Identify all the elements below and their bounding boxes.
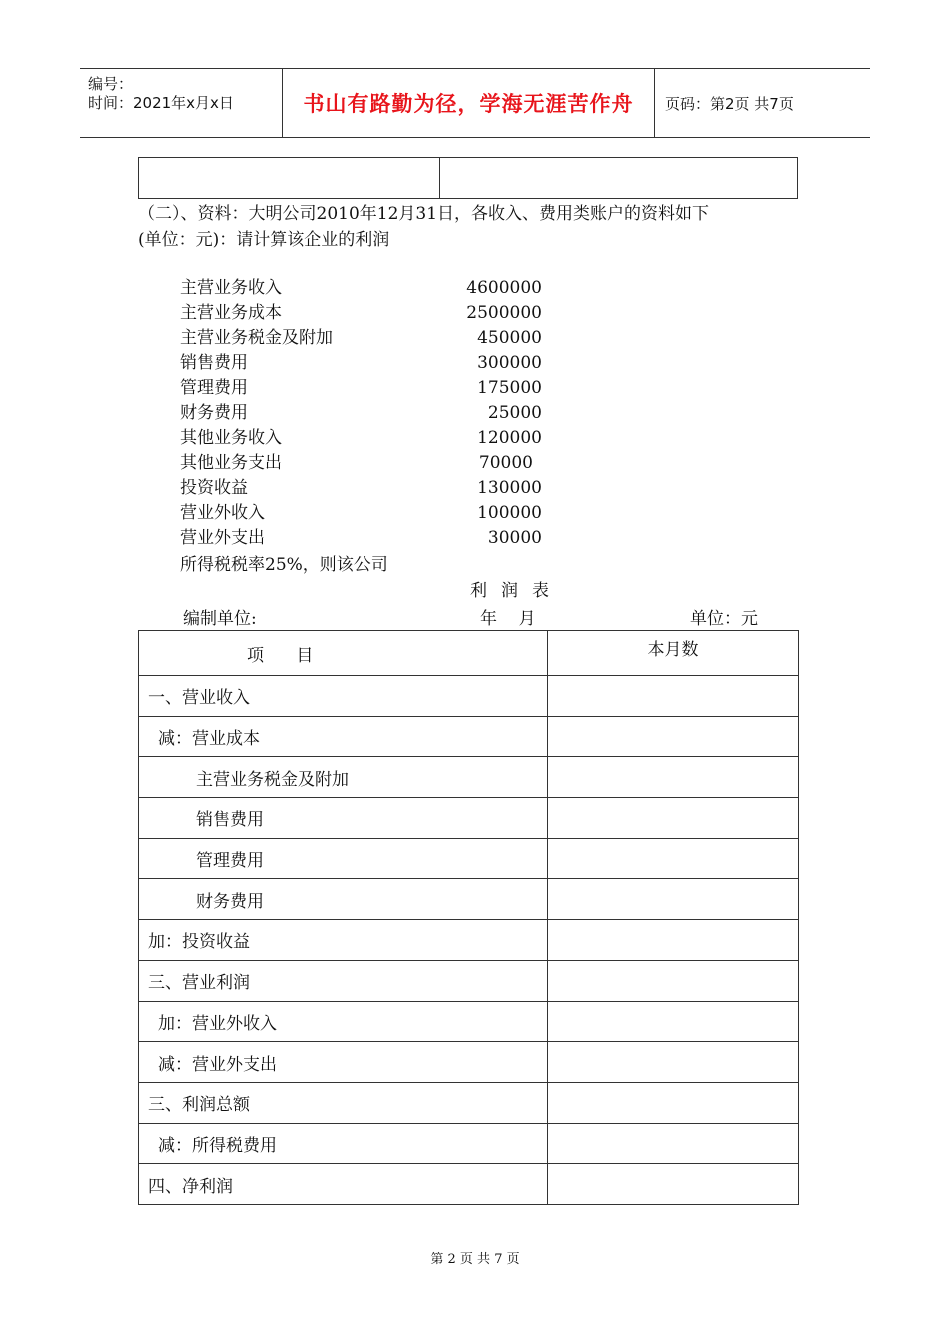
- value-cell[interactable]: [548, 1082, 799, 1123]
- value-cell[interactable]: [548, 1123, 799, 1164]
- value-cell[interactable]: [548, 716, 799, 757]
- account-value: 4600000: [466, 278, 542, 298]
- value-cell[interactable]: [548, 798, 799, 839]
- table-row: [139, 838, 799, 879]
- row-label: 财务费用: [139, 879, 548, 920]
- row-label: 一、营业收入: [139, 676, 548, 717]
- account-label: 营业外支出: [180, 528, 265, 548]
- time-label: 时间：2021年x月x日: [88, 94, 234, 112]
- page-label: 页码：第2页 共7页: [665, 94, 794, 113]
- page-header: [80, 68, 870, 138]
- row-label: 四、净利润: [139, 1164, 548, 1205]
- value-cell[interactable]: [548, 676, 799, 717]
- table-row: [139, 716, 799, 757]
- row-label: 减：所得税费用: [139, 1123, 548, 1164]
- header-meta: [80, 69, 283, 137]
- row-label: 三、利润总额: [139, 1082, 548, 1123]
- account-list: [180, 276, 580, 551]
- table-row: [139, 1164, 799, 1205]
- table-row: [139, 676, 799, 717]
- account-label: 主营业务收入: [180, 278, 282, 298]
- account-value: 130000: [477, 478, 542, 498]
- row-label: 减：营业成本: [139, 716, 548, 757]
- account-value: 175000: [477, 378, 542, 398]
- year-month: 年 月: [480, 609, 536, 629]
- motto-text: 书山有路勤为径，学海无涯苦作舟: [303, 92, 634, 116]
- account-label: 其他业务支出: [180, 453, 282, 473]
- table-row: [139, 1123, 799, 1164]
- account-value: 30000: [487, 528, 542, 548]
- list-item: [180, 276, 580, 301]
- row-label: 三、营业利润: [139, 960, 548, 1001]
- account-label: 主营业务成本: [180, 303, 282, 323]
- table-row: [139, 879, 799, 920]
- header-page: [655, 69, 870, 137]
- account-value: 120000: [477, 428, 542, 448]
- value-cell[interactable]: [548, 757, 799, 798]
- list-item: [180, 451, 580, 476]
- row-label: 加：营业外收入: [139, 1001, 548, 1042]
- list-item: [180, 426, 580, 451]
- value-cell[interactable]: [548, 838, 799, 879]
- table-row: [139, 798, 799, 839]
- value-cell[interactable]: [548, 879, 799, 920]
- problem-line-2: (单位：元)：请计算该企业的利润: [138, 230, 390, 250]
- account-label: 销售费用: [180, 353, 248, 373]
- value-cell[interactable]: [548, 1001, 799, 1042]
- table-header-row: [139, 631, 799, 676]
- account-value: 300000: [477, 353, 542, 373]
- table-divider: [439, 158, 440, 198]
- row-label: 销售费用: [139, 798, 548, 839]
- list-item: [180, 301, 580, 326]
- income-statement-table: [138, 630, 799, 1205]
- table-row: [139, 960, 799, 1001]
- number-label: 编号：: [88, 75, 134, 93]
- account-label: 主营业务税金及附加: [180, 328, 333, 348]
- empty-table-fragment: [138, 157, 798, 199]
- statement-title: 利润表: [470, 581, 563, 601]
- list-item: [180, 526, 580, 551]
- table-row: [139, 757, 799, 798]
- value-cell[interactable]: [548, 960, 799, 1001]
- table-row: [139, 1082, 799, 1123]
- col-value-header: 本月数: [548, 631, 799, 676]
- row-label: 减：营业外支出: [139, 1042, 548, 1083]
- list-item: [180, 501, 580, 526]
- col-item-header: 项 目: [139, 631, 548, 676]
- account-label: 财务费用: [180, 403, 248, 423]
- table-row: [139, 1001, 799, 1042]
- account-label: 管理费用: [180, 378, 248, 398]
- unit-left: 编制单位:: [183, 609, 257, 629]
- account-label: 投资收益: [180, 478, 248, 498]
- value-cell[interactable]: [548, 1164, 799, 1205]
- value-cell[interactable]: [548, 1042, 799, 1083]
- list-item: [180, 376, 580, 401]
- account-value: 25000: [487, 403, 542, 423]
- list-item: [180, 476, 580, 501]
- row-label: 主营业务税金及附加: [139, 757, 548, 798]
- list-item: [180, 401, 580, 426]
- value-cell[interactable]: [548, 920, 799, 961]
- table-row: [139, 1042, 799, 1083]
- account-value: 450000: [477, 328, 542, 348]
- account-value: 2500000: [466, 303, 542, 323]
- header-motto: [283, 69, 655, 137]
- account-label: 营业外收入: [180, 503, 265, 523]
- problem-line-1: （二）、资料：大明公司2010年12月31日，各收入、费用类账户的资料如下: [138, 204, 710, 224]
- account-value: 70000: [478, 453, 533, 473]
- tax-rate-line: 所得税税率25%，则该公司: [180, 555, 388, 575]
- row-label: 管理费用: [139, 838, 548, 879]
- unit-right: 单位：元: [690, 609, 758, 629]
- page-footer: 第 2 页 共 7 页: [430, 1252, 520, 1267]
- list-item: [180, 326, 580, 351]
- row-label: 加：投资收益: [139, 920, 548, 961]
- list-item: [180, 351, 580, 376]
- table-row: [139, 920, 799, 961]
- account-value: 100000: [477, 503, 542, 523]
- account-label: 其他业务收入: [180, 428, 282, 448]
